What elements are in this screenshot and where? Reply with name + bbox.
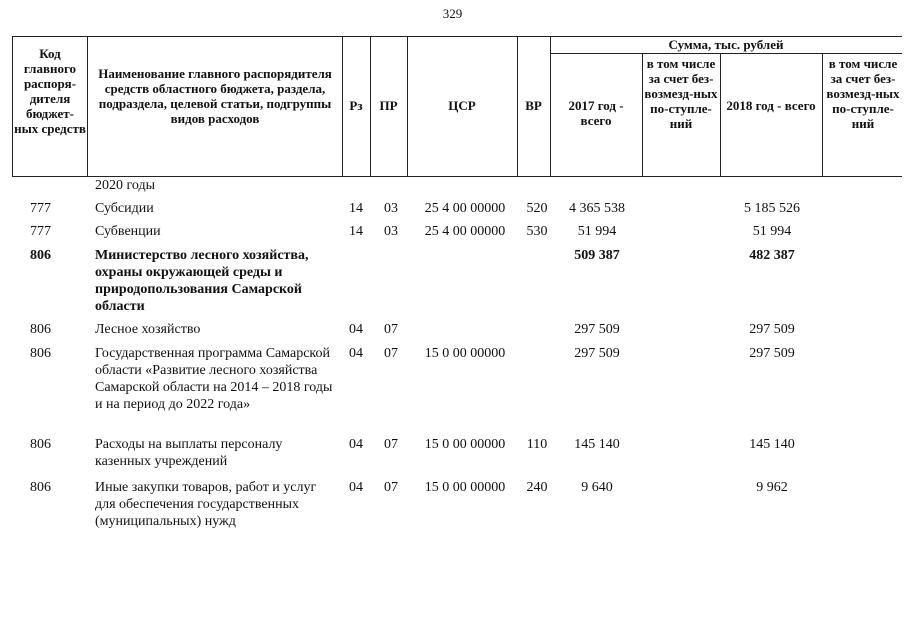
header-2017-free: в том числе за счет без-возмезд-ных по-ступле-ний [644, 56, 718, 131]
row-code: 806 [30, 346, 51, 361]
page-number: 329 [442, 6, 463, 21]
row-code: 777 [30, 201, 51, 216]
row-2017: 297 509 [574, 322, 620, 337]
row-pr: 07 [384, 322, 398, 337]
row-code: 806 [30, 437, 51, 452]
header-vr: ВР [525, 98, 542, 113]
row-name: Расходы на выплаты персоналу казенных учреждений [95, 437, 283, 469]
row-name: Субсидии [95, 201, 154, 216]
row-vr: 530 [526, 224, 548, 239]
row-vr: 110 [526, 437, 548, 452]
row-name: Государственная программа Самарской области «Развитие лесного хозяйства Самарской области на 2014 – 2018 годы и на период до 2022 года» [95, 346, 333, 412]
row-vr: 240 [526, 480, 548, 495]
continuation-text: 2020 годы [95, 178, 156, 193]
row-code: 806 [30, 248, 51, 263]
row-name: Министерство лесного хозяйства, охраны окружающей среды и природопользования Самарской области [95, 248, 309, 314]
row-rz: 14 [349, 201, 363, 216]
header-2018-free: в том числе за счет без-возмезд-ных по-ступле-ний [826, 56, 900, 131]
header-rz: Рз [349, 98, 363, 113]
row-2018: 297 509 [749, 346, 795, 361]
header-pr: ПР [379, 98, 398, 113]
row-2017: 51 994 [577, 224, 617, 239]
header-name: Наименование главного распорядителя средств областного бюджета, раздела, подраздела, целевой статьи, подгруппы видов расходов [98, 66, 332, 126]
row-csr: 25 4 00 00000 [424, 201, 506, 216]
row-2018: 482 387 [749, 248, 795, 263]
row-csr: 15 0 00 00000 [424, 480, 506, 495]
header-sum-group: Сумма, тыс. рублей [668, 37, 784, 52]
row-2017: 509 387 [574, 248, 620, 263]
row-2018: 297 509 [749, 322, 795, 337]
row-2018: 5 185 526 [744, 201, 800, 216]
row-2017: 145 140 [574, 437, 620, 452]
row-pr: 07 [384, 480, 398, 495]
row-csr: 15 0 00 00000 [424, 346, 506, 361]
header-2017-total: 2017 год - всего [568, 98, 624, 128]
row-vr: 520 [526, 201, 548, 216]
row-name: Лесное хозяйство [95, 322, 201, 337]
row-code: 806 [30, 322, 51, 337]
row-2018: 9 962 [756, 480, 788, 495]
row-name: Субвенции [95, 224, 161, 239]
row-2017: 297 509 [574, 346, 620, 361]
row-pr: 03 [384, 201, 398, 216]
row-2018: 145 140 [749, 437, 795, 452]
header-code: Код главного распоря-дителя бюджет-ных средств [14, 46, 86, 136]
sum-group-divider [550, 53, 902, 54]
row-code: 777 [30, 224, 51, 239]
header-2018-total: 2018 год - всего [726, 98, 816, 113]
row-rz: 04 [349, 346, 363, 361]
row-2018: 51 994 [752, 224, 792, 239]
row-code: 806 [30, 480, 51, 495]
row-2017: 4 365 538 [569, 201, 625, 216]
row-rz: 04 [349, 437, 363, 452]
header-csr: ЦСР [448, 98, 476, 113]
row-rz: 04 [349, 322, 363, 337]
row-rz: 14 [349, 224, 363, 239]
row-pr: 03 [384, 224, 398, 239]
row-csr: 25 4 00 00000 [424, 224, 506, 239]
row-csr: 15 0 00 00000 [424, 437, 506, 452]
row-pr: 07 [384, 346, 398, 361]
row-name: Иные закупки товаров, работ и услуг для обеспечения государственных (муниципальных) нужд [95, 480, 317, 529]
row-pr: 07 [384, 437, 398, 452]
row-rz: 04 [349, 480, 363, 495]
row-2017: 9 640 [581, 480, 613, 495]
